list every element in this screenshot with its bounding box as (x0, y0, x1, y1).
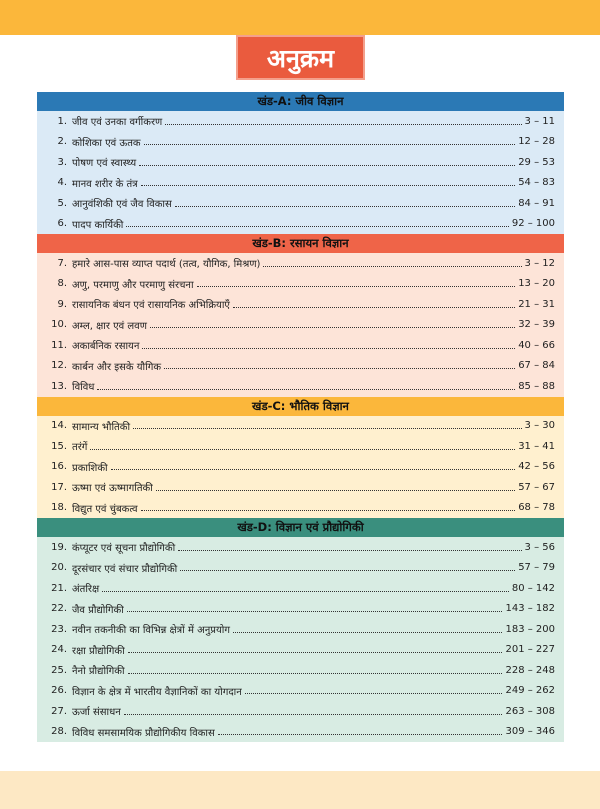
chapter-title: ऊर्जा संसाधन (72, 707, 121, 719)
dot-leader (197, 286, 516, 287)
chapter-title: पोषण एवं स्वास्थ्य (72, 158, 137, 170)
chapter-number: 13. (51, 380, 67, 392)
chapter-entry[interactable] (37, 152, 564, 173)
chapter-title: कंप्यूटर एवं सूचना प्रौद्योगिकी (72, 543, 176, 555)
chapter-entry[interactable] (37, 132, 564, 153)
page-range: 85 – 88 (518, 380, 555, 392)
chapter-number: 28. (51, 726, 67, 738)
page-range: 92 – 100 (511, 218, 555, 230)
page-range: 201 – 227 (505, 644, 555, 656)
dot-leader (233, 632, 502, 633)
chapter-title: अकार्बनिक रसायन (72, 341, 140, 353)
chapter-title: कोशिका एवं ऊतक (72, 137, 141, 149)
page-range: 57 – 67 (518, 481, 555, 493)
chapter-title: आनुवंशिकी एवं जैव विकास (72, 199, 172, 211)
chapter-number: 25. (51, 664, 67, 676)
chapter-number: 16. (51, 461, 67, 473)
dot-leader (111, 469, 516, 470)
page-range: 80 – 142 (511, 582, 555, 594)
chapter-entry[interactable] (37, 253, 564, 274)
chapter-title: जीव एवं उनका वर्गीकरण (72, 117, 163, 129)
chapter-entry[interactable] (37, 376, 564, 397)
page-range: 21 – 31 (518, 298, 555, 310)
page-range: 249 – 262 (505, 685, 555, 697)
chapter-title: दूरसंचार एवं संचार प्रौद्योगिकी (72, 563, 178, 575)
dot-leader (180, 570, 515, 571)
page-title: अनुक्रम (238, 37, 363, 78)
section-heading: खंड-A: जीव विज्ञान (37, 92, 564, 111)
page-range: 12 – 28 (518, 136, 555, 148)
chapter-title: सामान्य भौतिकी (72, 421, 131, 433)
section-chapter-list (37, 416, 564, 519)
chapter-title: कार्बन और इसके यौगिक (72, 361, 162, 373)
dot-leader (128, 652, 503, 653)
dot-leader (263, 266, 521, 267)
chapter-number: 7. (57, 257, 67, 269)
chapter-entry[interactable] (37, 681, 564, 702)
chapter-number: 6. (57, 218, 67, 230)
chapter-title: हमारे आस-पास व्याप्त पदार्थ (तत्व, यौगिक, मिश्रण) (72, 259, 261, 271)
dot-leader (156, 490, 515, 491)
chapter-number: 2. (57, 136, 67, 148)
page-range: 309 – 346 (505, 726, 555, 738)
dot-leader (126, 226, 508, 227)
chapter-entry[interactable] (37, 315, 564, 336)
page-range: 84 – 91 (518, 197, 555, 209)
dot-leader (164, 368, 515, 369)
dot-leader (144, 144, 516, 145)
dot-leader (142, 348, 515, 349)
page-range: 228 – 248 (505, 664, 555, 676)
page-range: 29 – 53 (518, 156, 555, 168)
chapter-entry[interactable] (37, 701, 564, 722)
page-range: 68 – 78 (518, 502, 555, 514)
section-chapter-list (37, 253, 564, 397)
chapter-number: 12. (51, 360, 67, 372)
chapter-entry[interactable] (37, 640, 564, 661)
page-range: 183 – 200 (505, 623, 555, 635)
section-chapter-list (37, 111, 564, 234)
section-heading: खंड-C: भौतिक विज्ञान (37, 397, 564, 416)
dot-leader (218, 734, 503, 735)
chapter-entry[interactable] (37, 660, 564, 681)
chapter-title: रक्षा प्रौद्योगिकी (72, 645, 125, 657)
chapter-number: 10. (51, 319, 67, 331)
chapter-number: 23. (51, 623, 67, 635)
chapter-entry[interactable] (37, 537, 564, 558)
chapter-title: रासायनिक बंधन एवं रासायनिक अभिक्रियाएँ (72, 300, 230, 312)
section-chapter-list (37, 537, 564, 742)
dot-leader (97, 389, 515, 390)
dot-leader (102, 591, 509, 592)
chapter-title: विद्युत एवं चुंबकत्व (72, 503, 138, 515)
chapter-entry[interactable] (37, 599, 564, 620)
page-range: 57 – 79 (518, 562, 555, 574)
page-range: 54 – 83 (518, 177, 555, 189)
chapter-number: 18. (51, 502, 67, 514)
chapter-title: प्रकाशिकी (72, 462, 108, 474)
dot-leader (127, 611, 503, 612)
page-range: 143 – 182 (505, 603, 555, 615)
chapter-title: तरंगें (72, 442, 88, 454)
page-range: 3 – 30 (524, 420, 555, 432)
chapter-number: 27. (51, 705, 67, 717)
chapter-number: 26. (51, 685, 67, 697)
chapter-title: मानव शरीर के तंत्र (72, 178, 138, 190)
chapter-entry[interactable] (37, 619, 564, 640)
chapter-entry[interactable] (37, 294, 564, 315)
dot-leader (133, 428, 522, 429)
page-range: 3 – 56 (524, 541, 555, 553)
dot-leader (90, 449, 515, 450)
page-range: 40 – 66 (518, 339, 555, 351)
chapter-title: पादप कार्यिकी (72, 219, 124, 231)
table-of-contents (37, 92, 564, 742)
chapter-entry[interactable] (37, 558, 564, 579)
page-range: 31 – 41 (518, 440, 555, 452)
chapter-title: नवीन तकनीकी का विभिन्न क्षेत्रों में अनुप्रयोग (72, 625, 231, 637)
page-range: 42 – 56 (518, 461, 555, 473)
chapter-title: अंतरिक्ष (72, 584, 100, 596)
chapter-number: 8. (57, 278, 67, 290)
chapter-number: 5. (57, 197, 67, 209)
chapter-entry[interactable] (37, 578, 564, 599)
chapter-title: नैनो प्रौद्योगिकी (72, 666, 125, 678)
chapter-number: 20. (51, 562, 67, 574)
chapter-entry[interactable] (37, 477, 564, 498)
section-heading: खंड-B: रसायन विज्ञान (37, 234, 564, 253)
chapter-title: जैव प्रौद्योगिकी (72, 604, 124, 616)
chapter-number: 4. (57, 177, 67, 189)
dot-leader (124, 714, 503, 715)
chapter-number: 3. (57, 156, 67, 168)
chapter-title: विज्ञान के क्षेत्र में भारतीय वैज्ञानिकों का योगदान (72, 686, 242, 698)
chapter-number: 14. (51, 420, 67, 432)
chapter-entry[interactable] (37, 274, 564, 295)
chapter-entry[interactable] (37, 356, 564, 377)
dot-leader (128, 673, 503, 674)
chapter-entry[interactable] (37, 416, 564, 437)
chapter-entry[interactable] (37, 193, 564, 214)
chapter-title: अणु, परमाणु और परमाणु संरचना (72, 279, 194, 291)
chapter-entry[interactable] (37, 335, 564, 356)
dot-leader (233, 307, 515, 308)
chapter-entry[interactable] (37, 111, 564, 132)
page-range: 263 – 308 (505, 705, 555, 717)
chapter-entry[interactable] (37, 722, 564, 743)
chapter-title: विविध समसामयिक प्रौद्योगिकीय विकास (72, 727, 215, 739)
chapter-title: विविध (72, 382, 95, 394)
page-range: 3 – 11 (524, 115, 555, 127)
chapter-entry[interactable] (37, 498, 564, 519)
chapter-number: 11. (51, 339, 67, 351)
chapter-number: 22. (51, 603, 67, 615)
page-range: 13 – 20 (518, 278, 555, 290)
dot-leader (165, 124, 521, 125)
dot-leader (175, 206, 515, 207)
chapter-number: 9. (57, 298, 67, 310)
chapter-number: 1. (57, 115, 67, 127)
chapter-title: ऊष्मा एवं ऊष्मागतिकी (72, 483, 153, 495)
dot-leader (150, 327, 515, 328)
dot-leader (141, 510, 516, 511)
chapter-number: 19. (51, 541, 67, 553)
page-range: 3 – 12 (524, 257, 555, 269)
chapter-entry[interactable] (37, 173, 564, 194)
page-range: 32 – 39 (518, 319, 555, 331)
section-heading: खंड-D: विज्ञान एवं प्रौद्योगिकी (37, 518, 564, 537)
dot-leader (139, 165, 515, 166)
chapter-number: 24. (51, 644, 67, 656)
chapter-number: 15. (51, 440, 67, 452)
chapter-entry[interactable] (37, 214, 564, 235)
top-band (0, 0, 600, 35)
dot-leader (178, 550, 521, 551)
page-range: 67 – 84 (518, 360, 555, 372)
chapter-number: 17. (51, 481, 67, 493)
bottom-band (0, 771, 600, 809)
chapter-title: अम्ल, क्षार एवं लवण (72, 320, 147, 332)
chapter-entry[interactable] (37, 436, 564, 457)
chapter-entry[interactable] (37, 457, 564, 478)
chapter-number: 21. (51, 582, 67, 594)
dot-leader (245, 693, 503, 694)
dot-leader (141, 185, 516, 186)
